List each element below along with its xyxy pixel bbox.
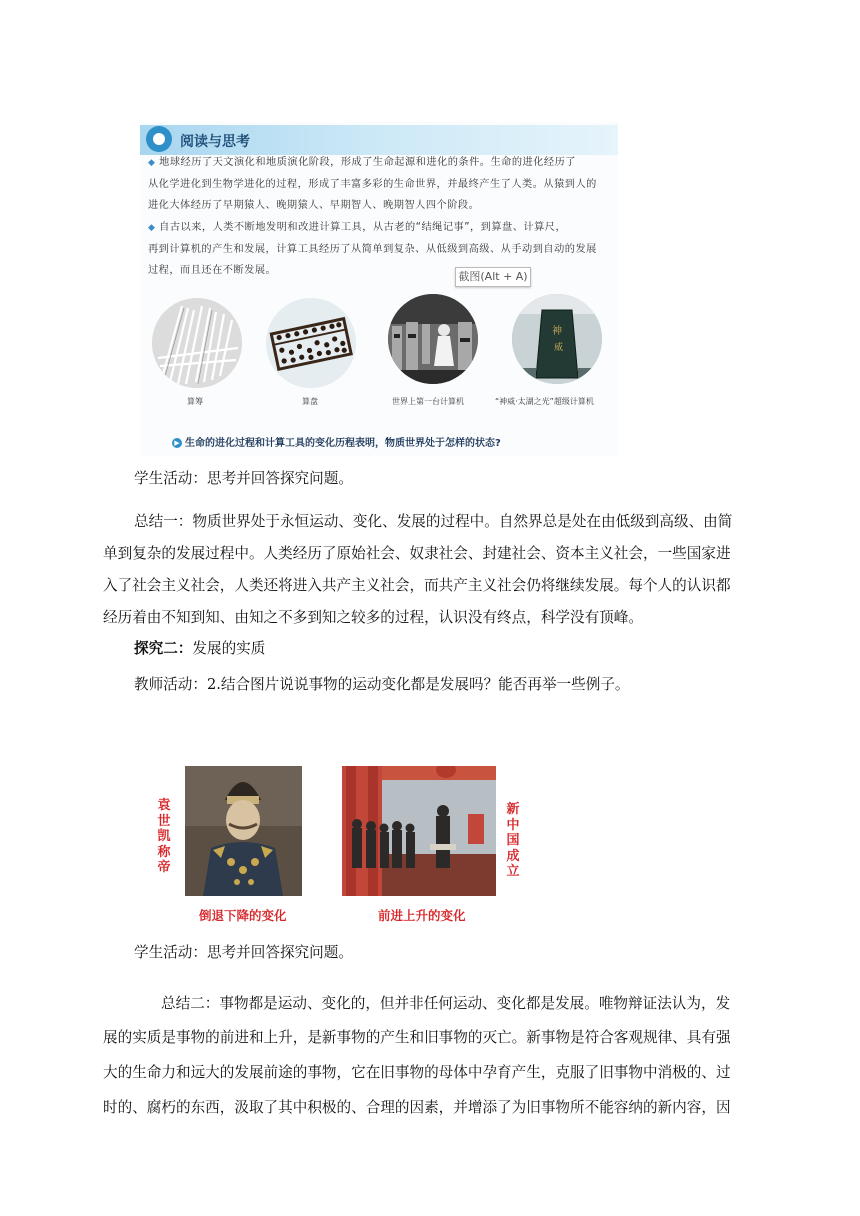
textbook-figure xyxy=(140,122,618,456)
textbook-header-bar xyxy=(140,125,618,155)
supercomputer-image xyxy=(512,294,602,384)
textbook-question: ▶ 生命的进化过程和计算工具的变化历程表明，物质世界处于怎样的状态? xyxy=(172,434,501,449)
caption-supercomputer: “神威·太湖之光”超级计算机 xyxy=(495,397,594,406)
first-computer-image xyxy=(388,294,478,384)
explore-two-heading: 探究二：发展的实质 xyxy=(134,640,266,657)
textbook-paragraph-2: ◆ 自古以来，人类不断地发明和改进计算工具，从古老的“结绳记事”，到算盘、计算尺， 再到计算机的产生和发展，计算工具经历了从简单到复杂、从低级到高级、从手动到自动的发展 过程，而且还在不断发展。 xyxy=(148,222,597,276)
caption-first-computer: 世界上第一台计算机 xyxy=(392,397,464,406)
left-vertical-label: 袁世凯称帝 xyxy=(157,798,171,875)
student-activity-1: 学生活动：思考并回答探究问题。 xyxy=(134,470,353,487)
caption-abacus: 算盘 xyxy=(302,397,318,406)
right-vertical-label: 新中国成立 xyxy=(506,802,520,879)
counting-rods-image xyxy=(152,298,242,388)
yuan-shikai-photo xyxy=(185,766,302,896)
diamond-bullet-icon: ◆ xyxy=(148,223,156,233)
svg-text:威: 威 xyxy=(554,343,564,353)
summary-two: 总结二：事物都是运动、变化的，但并非任何运动、变化都是发展。唯物辩证法认为，发 展的实质是事物的前进和上升，是新事物的产生和旧事物的灭亡。新事物是符合客观规律、具有强 大的生命力和远大的发展前途的事物，它在旧事物的母体中孕育产生，克服了旧事物中消极的、过 时的、腐朽的东西，汲取了其中积极的、合理的因素，并增添了为旧事物所不能容纳的新内容，因 xyxy=(103,995,731,1116)
caption-counting-rods: 算筹 xyxy=(187,397,203,406)
summary-one: 总结一：物质世界处于永恒运动、变化、发展的过程中。自然界总是处在由低级到高级、由简 单到复杂的发展过程中。人类经历了原始社会、奴隶社会、封建社会、资本主义社会，一些国家进 入了社会主义社会，人类还将进入共产主义社会，而共产主义社会仍将继续发展。每个人的认识都 经历着由不知到知、由知之不多到知之较多的过程，认识没有终点，科学没有顶峰。 xyxy=(103,513,733,626)
founding-ceremony-photo xyxy=(342,766,496,896)
abacus-image xyxy=(266,298,356,388)
screenshot-tooltip: 截图(Alt + A) xyxy=(455,267,531,287)
right-caption: 前进上升的变化 xyxy=(378,908,466,923)
student-activity-2: 学生活动：思考并回答探究问题。 xyxy=(134,944,353,961)
left-caption: 倒退下降的变化 xyxy=(199,908,287,923)
teacher-activity-2: 教师活动：2.结合图片说说事物的运动变化都是发展吗？能否再举一些例子。 xyxy=(134,676,630,693)
textbook-paragraph-1: ◆ 地球经历了天文演化和地质演化阶段，形成了生命起源和进化的条件。生命的进化经历了 从化学进化到生物学进化的过程，形成了丰富多彩的生命世界，并最终产生了人类。从猿到人的 进化大体经历了早期猿人、晚期猿人、早期智人、晚期智人四个阶段。 xyxy=(148,157,597,211)
textbook-section-title: 阅读与思考 xyxy=(180,134,250,150)
svg-text:神: 神 xyxy=(552,326,562,337)
reading-icon xyxy=(146,126,172,152)
arrow-right-icon: ▶ xyxy=(172,438,182,448)
diamond-bullet-icon: ◆ xyxy=(148,158,156,168)
